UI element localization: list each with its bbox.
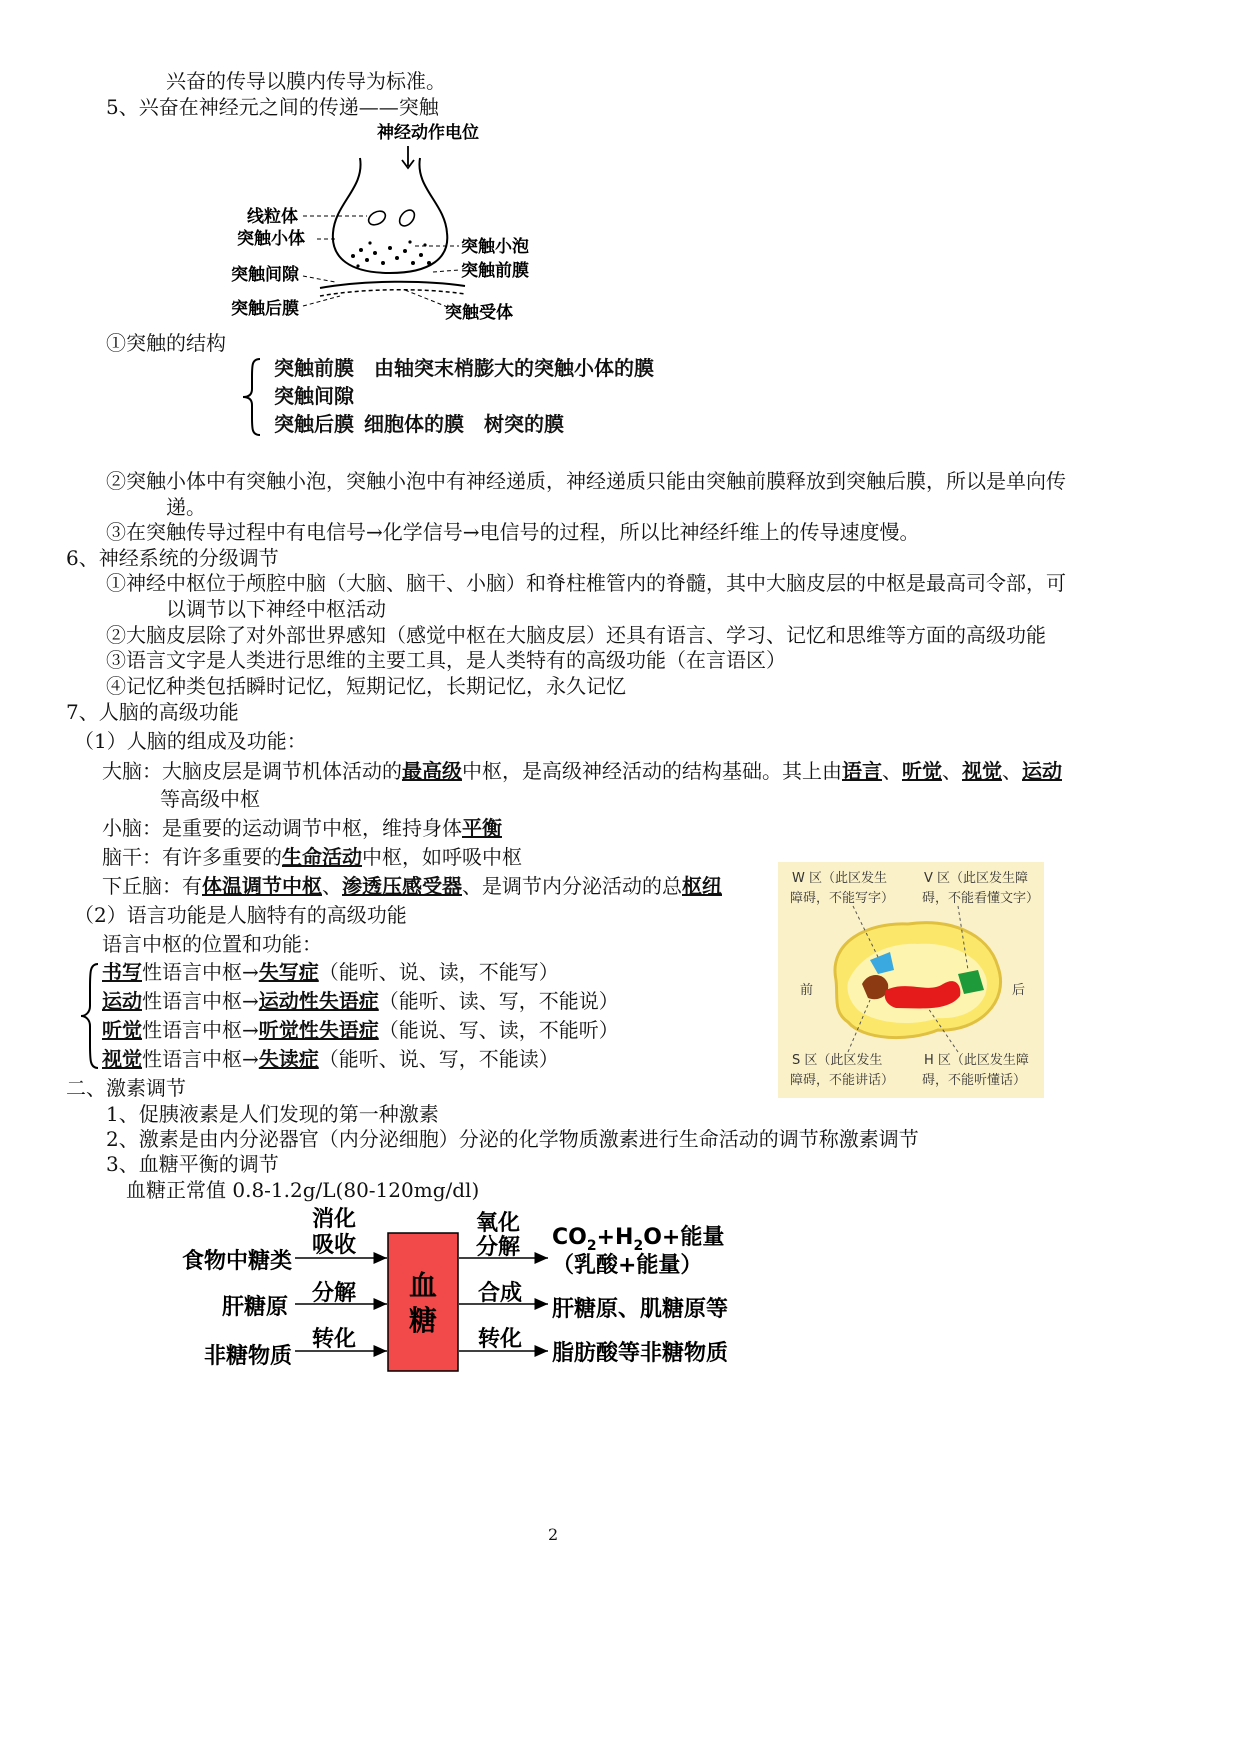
kw-motor: 运动 [1022, 759, 1062, 783]
brace-icon-language [78, 962, 102, 1070]
post-membrane-desc2: 树突的膜 [484, 412, 564, 436]
input-glycogen: 肝糖原 [222, 1295, 289, 1320]
hormone-point-3: 3、血糖平衡的调节 [106, 1152, 279, 1176]
post-membrane-label: 突触后膜 [274, 412, 354, 436]
vesicle-dots [351, 240, 431, 267]
leader-pre [433, 270, 459, 272]
pre-membrane-desc: 由轴突末梢膨大的突触小体的膜 [374, 356, 654, 380]
synapse-point-2a: ②突触小体中有突触小泡，突触小泡中有神经递质，神经递质只能由突触前膜释放到突触后膜，所以是单向传 [106, 469, 1066, 493]
brain-subheading-2: （2）语言功能是人脑特有的高级功能 [74, 903, 407, 927]
brain-label-h2: 碍，不能听懂话） [922, 1073, 1027, 1088]
syn-label-body: 突触小体 [237, 229, 305, 249]
output-oxidize-step-b: 分解 [476, 1235, 521, 1260]
postsynaptic-membrane [320, 282, 465, 288]
brain-label-v2: 碍，不能看懂文字） [922, 891, 1040, 906]
heading-nervous-system: 6、神经系统的分级调节 [66, 546, 279, 570]
brain-label-w1: W 区（此区发生 [792, 871, 887, 886]
synapse-row-cleft: 突触间隙 [274, 384, 354, 408]
language-suffix: 性语言中枢→ [142, 989, 259, 1013]
kw-hub: 枢纽 [682, 874, 722, 898]
leader-cleft [303, 276, 335, 282]
blood-glucose-diagram [170, 1200, 750, 1380]
brain-label-w2: 障碍，不能写字） [790, 891, 895, 906]
brain-label-h1: H 区（此区发生障 [924, 1053, 1029, 1068]
heading-hormone: 二、激素调节 [66, 1076, 186, 1100]
glucose-char-1: 血 [408, 1269, 438, 1302]
brain-label-v1: V 区（此区发生障 [924, 871, 1029, 886]
mitochondria-icon-2 [397, 207, 418, 229]
language-area: 运动 [102, 989, 142, 1013]
kw-hearing: 听觉 [902, 759, 942, 783]
brain-label-s2: 障碍，不能讲话） [790, 1073, 895, 1088]
syn-label-cleft: 突触间隙 [231, 265, 299, 285]
kw-balance: 平衡 [462, 816, 502, 840]
hypothalamus-line: 下丘脑：有体温调节中枢、渗透压感受器、是调节内分泌活动的总枢纽 [102, 874, 722, 898]
output-synth-step: 合成 [478, 1281, 523, 1306]
line-conduction-standard: 兴奋的传导以膜内传导为标准。 [166, 69, 446, 93]
language-disorder: 听觉性失语症 [258, 1018, 379, 1042]
output-co2: $CO_2+H_2O+$能量 [552, 1225, 725, 1254]
synapse-structure-title: ①突触的结构 [106, 331, 226, 355]
language-note: （能说、写、读，不能听） [378, 1018, 619, 1042]
glucose-char-2: 糖 [408, 1304, 438, 1337]
language-disorder: 失写症 [258, 960, 319, 984]
synapse-diagram [225, 118, 555, 328]
kw-thermo-center: 体温调节中枢 [202, 874, 322, 898]
language-center-row [102, 959, 559, 985]
ns-point-1b: 以调节以下神经中枢活动 [166, 597, 386, 621]
ns-point-3: ③语言文字是人类进行思维的主要工具，是人类特有的高级功能（在言语区） [106, 648, 786, 672]
brain-subheading-1: （1）人脑的组成及功能： [74, 729, 307, 753]
synapse-row-pre [274, 355, 654, 381]
input-nonsugar-step: 转化 [312, 1327, 357, 1352]
kw-life-activity: 生命活动 [282, 845, 362, 869]
glucose-normal-value: 血糖正常值 0.8-1.2g/L(80-120mg/dl) [126, 1178, 480, 1202]
language-disorder: 失读症 [258, 1047, 319, 1071]
ns-point-2: ②大脑皮层除了对外部世界感知（感觉中枢在大脑皮层）还具有语言、学习、记忆和思维等方面的高级功能 [106, 623, 1046, 647]
language-area: 听觉 [102, 1018, 142, 1042]
glucose-box [388, 1233, 458, 1371]
input-food-step-b: 吸收 [312, 1233, 357, 1258]
syn-label-vesicle: 突触小泡 [461, 237, 529, 257]
language-suffix: 性语言中枢→ [142, 960, 259, 984]
language-note: （能听、说、读，不能写） [318, 960, 559, 984]
language-area: 视觉 [102, 1047, 142, 1071]
language-suffix: 性语言中枢→ [142, 1047, 259, 1071]
ns-point-1a: ①神经中枢位于颅腔中脑（大脑、脑干、小脑）和脊柱椎管内的脊髓，其中大脑皮层的中枢是最高司令部，可 [106, 571, 1066, 595]
brain-label-s1: S 区（此区发生 [792, 1053, 883, 1068]
mitochondria-icon [366, 208, 388, 227]
kw-osmoreceptor: 渗透压感受器 [342, 874, 462, 898]
syn-label-mito: 线粒体 [247, 207, 298, 227]
synapse-point-2b: 递。 [166, 495, 206, 519]
language-center-row [102, 988, 619, 1014]
language-suffix: 性语言中枢→ [142, 1018, 259, 1042]
heading-synapse: 5、兴奋在神经元之间的传递——突触 [106, 95, 439, 119]
brace-icon [240, 357, 264, 437]
output-fatty-acid: 脂肪酸等非糖物质 [552, 1341, 729, 1366]
language-note: （能听、说、写，不能读） [318, 1047, 559, 1071]
output-oxidize-step-a: 氧化 [476, 1211, 521, 1236]
hormone-point-1: 1、促胰液素是人们发现的第一种激素 [106, 1102, 439, 1126]
leader-post [303, 296, 340, 306]
cerebrum-line-2: 等高级中枢 [160, 787, 260, 811]
cerebellum-line: 小脑：是重要的运动调节中枢，维持身体平衡 [102, 816, 502, 840]
language-center-title: 语言中枢的位置和功能： [102, 932, 322, 956]
brain-label-back: 后 [1012, 983, 1026, 998]
leader-receptor [405, 290, 450, 308]
hormone-point-2: 2、激素是由内分泌器官（内分泌细胞）分泌的化学物质激素进行生命活动的调节称激素调节 [106, 1127, 919, 1151]
arrow-down-icon [402, 146, 414, 168]
heading-brain-function: 7、人脑的高级功能 [66, 700, 239, 724]
kw-language: 语言 [842, 759, 882, 783]
synapse-bouton [333, 158, 447, 273]
input-food: 食物中糖类 [182, 1249, 293, 1274]
syn-label-post: 突触后膜 [231, 299, 299, 319]
input-glycogen-step: 分解 [312, 1281, 357, 1306]
input-nonsugar: 非糖物质 [204, 1344, 293, 1369]
synapse-point-3: ③在突触传导过程中有电信号→化学信号→电信号的过程，所以比神经纤维上的传导速度慢。 [106, 520, 920, 544]
brain-speech-area-diagram [778, 862, 1044, 1098]
language-area: 书写 [102, 960, 142, 984]
page-number: 2 [548, 1525, 559, 1544]
language-center-row [102, 1017, 619, 1043]
brain-label-front: 前 [800, 983, 814, 998]
post-membrane-desc1: 细胞体的膜 [364, 412, 464, 436]
syn-label-top: 神经动作电位 [377, 123, 479, 143]
synapse-row-post [274, 411, 564, 437]
brainstem-line: 脑干：有许多重要的生命活动中枢，如呼吸中枢 [102, 845, 522, 869]
postsynaptic-membrane-lower [320, 290, 465, 296]
output-glycogen: 肝糖原、肌糖原等 [552, 1297, 729, 1322]
language-center-row [102, 1046, 559, 1072]
output-lactic: （乳酸+能量） [552, 1253, 703, 1278]
syn-label-receptor: 突触受体 [445, 303, 513, 323]
output-convert-step: 转化 [478, 1327, 523, 1352]
cerebrum-line: 大脑：大脑皮层是调节机体活动的最高级中枢，是高级神经活动的结构基础。其上由语言、听觉、视觉、运动 [102, 759, 1062, 783]
kw-vision: 视觉 [962, 759, 1002, 783]
language-note: （能听、读、写，不能说） [378, 989, 619, 1013]
language-disorder: 运动性失语症 [258, 989, 379, 1013]
kw-highest: 最高级 [402, 759, 462, 783]
syn-label-pre: 突触前膜 [461, 261, 529, 281]
pre-membrane-label: 突触前膜 [274, 356, 354, 380]
ns-point-4: ④记忆种类包括瞬时记忆，短期记忆，长期记忆，永久记忆 [106, 674, 626, 698]
input-food-step-a: 消化 [312, 1207, 357, 1232]
